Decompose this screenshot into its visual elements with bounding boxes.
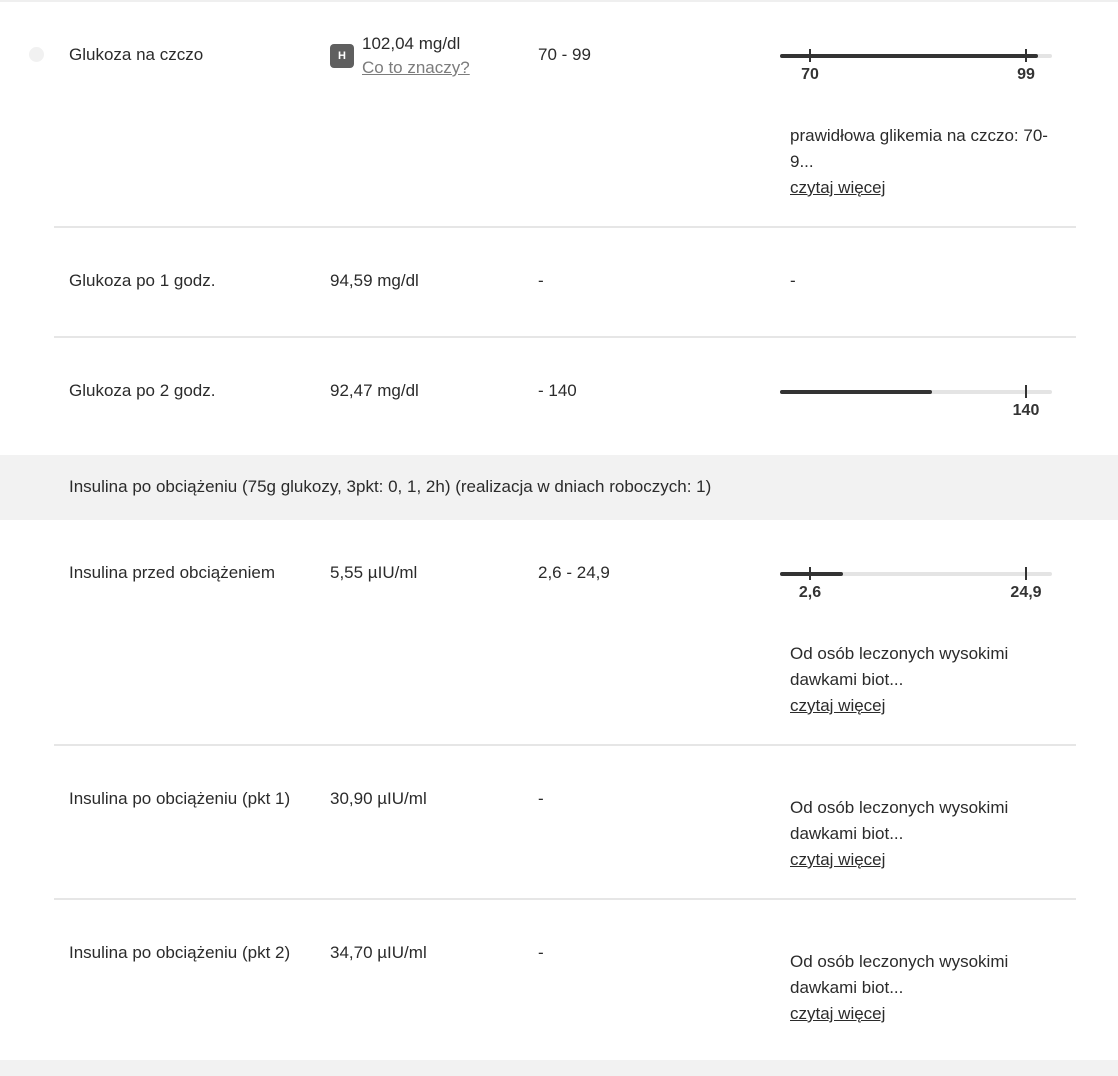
- result-row-glukoza-na-czczo: [54, 0, 1076, 227]
- range-scale: [780, 572, 1052, 602]
- result-row-insulina-pkt-2: [54, 900, 1076, 1060]
- reference-range: -: [538, 789, 544, 808]
- result-value: 94,59 mg/dl: [330, 271, 419, 290]
- description-text: Od osób leczonych wysokimi dawkami biot...: [790, 644, 1009, 689]
- reference-range: -: [538, 271, 544, 290]
- result-description: [790, 795, 1050, 873]
- reference-range: -: [538, 943, 544, 962]
- result-description: [790, 949, 1050, 1027]
- result-value: 34,70 µIU/ml: [330, 943, 427, 962]
- description-text: prawidłowa glikemia na czczo: 70-9...: [790, 126, 1048, 171]
- reference-range: 2,6 - 24,9: [538, 563, 610, 582]
- scale-max-label: 24,9: [1010, 584, 1042, 601]
- result-row-glukoza-po-2-godz: [54, 338, 1076, 455]
- result-value: 92,47 mg/dl: [330, 381, 419, 400]
- result-description: -: [790, 271, 796, 290]
- result-name: Glukoza na czczo: [69, 45, 204, 64]
- read-more-link[interactable]: czytaj więcej: [790, 850, 886, 869]
- result-value: 5,55 µIU/ml: [330, 563, 418, 582]
- result-name: Glukoza po 1 godz.: [69, 271, 216, 290]
- result-row-insulina-pkt-1: [54, 746, 1076, 898]
- read-more-link[interactable]: czytaj więcej: [790, 696, 886, 715]
- bottom-band: [0, 1060, 1118, 1076]
- section-header-insulina: [0, 455, 1118, 520]
- status-dot: [29, 47, 44, 62]
- range-scale: [780, 390, 1052, 420]
- scale-fill: [780, 390, 932, 394]
- section-title: Insulina po obciążeniu (75g glukozy, 3pkt: 0, 1, 2h) (realizacja w dniach roboczych: 1): [69, 477, 712, 496]
- scale-max-label: 99: [1017, 66, 1035, 83]
- result-description: [790, 123, 1050, 201]
- result-row-insulina-przed: [54, 520, 1076, 745]
- scale-max-tick: [1025, 49, 1027, 62]
- read-more-link[interactable]: czytaj więcej: [790, 1004, 886, 1023]
- scale-max-tick: [1025, 567, 1027, 580]
- description-text: Od osób leczonych wysokimi dawkami biot...: [790, 798, 1009, 843]
- scale-fill: [780, 54, 1038, 58]
- result-name: Insulina przed obciążeniem: [69, 563, 276, 582]
- result-value: 30,90 µIU/ml: [330, 789, 427, 808]
- scale-min-label: 70: [801, 66, 819, 83]
- scale-min-tick: [809, 49, 811, 62]
- scale-max-label: 140: [1012, 402, 1040, 419]
- scale-min-tick: [809, 567, 811, 580]
- what-does-it-mean-link[interactable]: Co to znaczy?: [362, 58, 470, 77]
- result-description: [790, 641, 1050, 719]
- scale-max-tick: [1025, 385, 1027, 398]
- result-value: 102,04 mg/dl: [362, 34, 461, 53]
- scale-fill: [780, 572, 843, 576]
- high-flag-badge: H: [330, 44, 354, 68]
- result-row-glukoza-po-1-godz: [54, 228, 1076, 336]
- result-name: Insulina po obciążeniu (pkt 1): [69, 789, 291, 808]
- result-name: Glukoza po 2 godz.: [69, 381, 216, 400]
- result-name: Insulina po obciążeniu (pkt 2): [69, 943, 291, 962]
- reference-range: - 140: [538, 381, 577, 400]
- reference-range: 70 - 99: [538, 45, 591, 64]
- scale-min-label: 2,6: [798, 584, 822, 601]
- range-scale: [780, 54, 1052, 84]
- description-text: Od osób leczonych wysokimi dawkami biot...: [790, 952, 1009, 997]
- read-more-link[interactable]: czytaj więcej: [790, 178, 886, 197]
